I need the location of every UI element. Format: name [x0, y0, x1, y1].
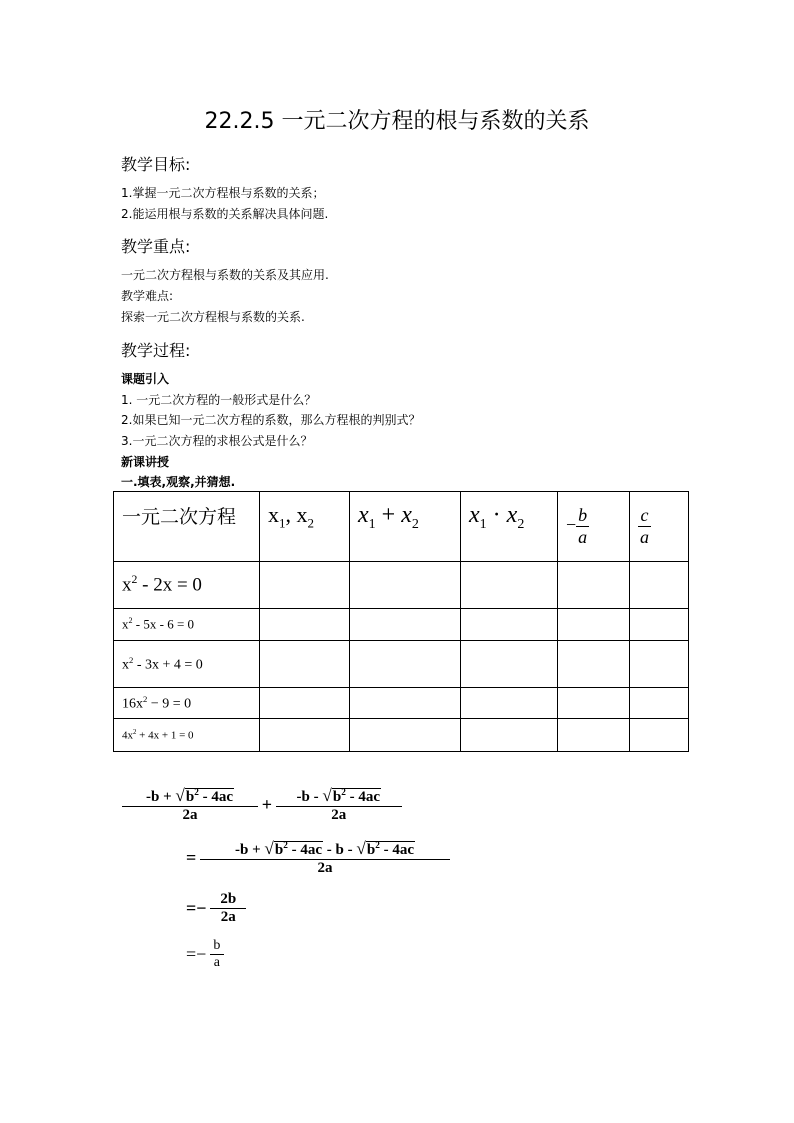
equation-cell: $x^2 - 2x = 0$ — [114, 562, 260, 609]
table-row — [114, 641, 689, 688]
page-title: 22.2.5 一元二次方程的根与系数的关系 — [204, 109, 590, 134]
table-row — [114, 609, 689, 641]
intro-question: 1. 一元二次方程的一般形式是什么？ — [121, 393, 317, 407]
equation-cell: $16x^2 - 9 = 0$ — [114, 688, 260, 719]
answer-cell[interactable] — [350, 641, 461, 688]
answer-cell[interactable] — [558, 562, 630, 609]
header-equation: 一元二次方程 — [114, 492, 260, 562]
header-c-over-a: $\frac{c}{a}$ — [630, 492, 689, 562]
answer-cell[interactable] — [350, 719, 461, 752]
answer-cell[interactable] — [350, 562, 461, 609]
intro-heading: 课题引入 — [121, 372, 170, 386]
answer-cell[interactable] — [461, 641, 558, 688]
answer-cell[interactable] — [558, 609, 630, 641]
answer-cell[interactable] — [260, 688, 350, 719]
header-product: $x_1 \cdot x_2$ — [461, 492, 558, 562]
goals-heading: 教学目标: — [121, 155, 191, 174]
fraction-plus-root: $\frac{-b + √b^2 - 4ac}{2a}$ — [122, 786, 258, 824]
process-heading: 教学过程: — [121, 341, 191, 360]
goal-item: 1.掌握一元二次方程根与系数的关系； — [121, 186, 325, 200]
intro-question: 2.如果已知一元二次方程的系数，那么方程根的判别式？ — [121, 413, 421, 427]
answer-cell[interactable] — [350, 609, 461, 641]
answer-cell[interactable] — [630, 688, 689, 719]
answer-cell[interactable] — [630, 609, 689, 641]
derivation-line-2: = $\frac{-b + √b^2 - 4ac - b - √b^2 - 4ac}{2a}$ — [186, 839, 450, 877]
key-heading: 教学重点: — [121, 237, 191, 256]
table-row — [114, 719, 689, 752]
roots-coefficients-table — [113, 491, 689, 752]
answer-cell[interactable] — [558, 719, 630, 752]
derivation-line-3: =− $\frac{2b}{2a}$ — [186, 891, 246, 926]
answer-cell[interactable] — [461, 688, 558, 719]
answer-cell[interactable] — [260, 562, 350, 609]
goal-item: 2.能运用根与系数的关系解决具体问题. — [121, 207, 329, 221]
answer-cell[interactable] — [558, 641, 630, 688]
table-header-row — [114, 492, 689, 562]
key-text: 一元二次方程根与系数的关系及其应用. — [121, 268, 329, 282]
answer-cell[interactable] — [260, 609, 350, 641]
difficulty-text: 探索一元二次方程根与系数的关系. — [121, 310, 305, 324]
two-b-over-two-a: $\frac{2b}{2a}$ — [210, 891, 246, 926]
header-roots: $x_1$, $x_2$ — [260, 492, 350, 562]
combined-fraction: $\frac{-b + √b^2 - 4ac - b - √b^2 - 4ac}{2a}$ — [200, 839, 450, 877]
difficulty-heading: 教学难点: — [121, 289, 174, 303]
answer-cell[interactable] — [260, 719, 350, 752]
header-neg-b-over-a: − $\frac{b}{a}$ — [558, 492, 630, 562]
equation-cell: $4x^2 + 4x + 1 = 0$ — [114, 719, 260, 752]
table-row — [114, 688, 689, 719]
fraction-minus-root: $\frac{-b - √b^2 - 4ac}{2a}$ — [276, 786, 402, 824]
answer-cell[interactable] — [350, 688, 461, 719]
answer-cell[interactable] — [558, 688, 630, 719]
answer-cell[interactable] — [260, 641, 350, 688]
task-heading: 一.填表,观察,并猜想. — [121, 475, 236, 489]
equation-cell: $x^2 - 5x - 6 = 0$ — [114, 609, 260, 641]
answer-cell[interactable] — [461, 719, 558, 752]
intro-question: 3.一元二次方程的求根公式是什么？ — [121, 434, 313, 448]
table-row — [114, 562, 689, 609]
answer-cell[interactable] — [630, 719, 689, 752]
new-lesson-heading: 新课讲授 — [121, 455, 170, 469]
derivation-line-1: $\frac{-b + √b^2 - 4ac}{2a}$ + $\frac{-b - √b^2 - 4ac}{2a}$ — [122, 786, 402, 824]
b-over-a: $\frac{b}{a}$ — [210, 938, 224, 971]
answer-cell[interactable] — [630, 641, 689, 688]
equation-cell: $x^2 - 3x + 4 = 0$ — [114, 641, 260, 688]
derivation-line-4: =− $\frac{b}{a}$ — [186, 938, 224, 971]
answer-cell[interactable] — [461, 609, 558, 641]
header-sum: $x_1 + x_2$ — [350, 492, 461, 562]
answer-cell[interactable] — [630, 562, 689, 609]
answer-cell[interactable] — [461, 562, 558, 609]
